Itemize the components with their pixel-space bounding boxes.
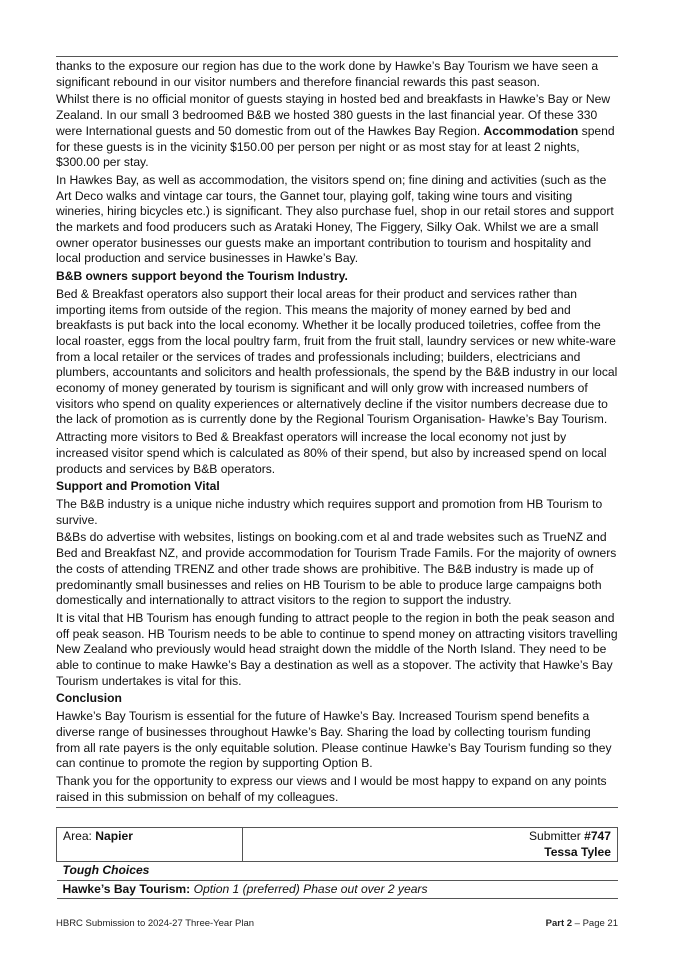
section-heading: Conclusion bbox=[56, 691, 122, 706]
paragraph: Hawke’s Bay Tourism is essential for the future of Hawke’s Bay. Increased Tourism spend benefits a diverse range of businesses throughout Hawke’s Bay. Sharing the load by collecting tourism funding from all rate payers is the only equitable solution. Please continue Hawke’s Bay Tourism funding so they can continue to promote the region by supporting Option B. bbox=[56, 709, 612, 771]
section-heading: Support and Promotion Vital bbox=[56, 479, 220, 494]
paragraph-text: Whilst there is no official monitor of guests staying in hosted bed and breakfasts in Hawke’s Bay or New Zealand. In our small 3 bedroomed B&B we hosted 380 guests in the last financial year. Of these 330 were International guests and 50 domestic from out of the Hawkes Bay Region. bbox=[56, 92, 611, 138]
footer-page-number bbox=[546, 918, 618, 930]
document-page bbox=[56, 56, 618, 808]
section-row bbox=[57, 862, 618, 881]
paragraph: Bed & Breakfast operators also support their local areas for their product and services rather than importing items from outside of the region. This means the majority of money earned by bed and breakfasts is put back into the local economy. Whether it be locally produced toiletries, coffee from the local roaster, eggs from the local poultry farm, fruit from the fruit stall, laundry services or new white-ware from a local retailer or the services of trades and professionals including; builders, electricians and plumbers, accountants and solicitors and health professionals, the spend by the B&B industry in our local economy of money generated by tourism is significant and will only grow with increased numbers of visitors who spend on quality experiences or alternatively decline if the visitor numbers decrease due to the lack of promotion as is currently done by the Regional Tourism Organisation- Hawke’s Bay Tourism. bbox=[56, 286, 618, 427]
paragraph: Thank you for the opportunity to express our views and I would be most happy to expand on any points raised in this submission on behalf of my colleagues. bbox=[56, 773, 607, 804]
topic-label: Hawke’s Bay Tourism: bbox=[62, 881, 191, 896]
paragraph: thanks to the exposure our region has due to the work done by Hawke’s Bay Tourism we have seen a significant rebound in our visitor numbers and therefore financial rewards this past season. bbox=[56, 59, 599, 89]
paragraph: B&Bs do advertise with websites, listings on booking.com et al and trade websites such as TrueNZ and Bed and Breakfast NZ, and provide accommodation for Tourism Trade Famils. For the majority of owners the costs of attending TRENZ and other trade shows are prohibitive. The B&B industry is made up of predominantly small businesses and relies on HB Tourism to be able to produce large campaigns both domestically and internationally to attract visitors to the region to support the industry. bbox=[56, 530, 617, 608]
footer-page: – Page 21 bbox=[572, 918, 618, 929]
footer-part: Part 2 bbox=[545, 918, 573, 929]
submission-header-table bbox=[56, 827, 618, 899]
submitter-row bbox=[57, 828, 618, 862]
paragraph: The B&B industry is a unique niche industry which requires support and promotion from HB Tourism to survive. bbox=[56, 496, 603, 527]
submission-body-text bbox=[56, 59, 618, 805]
footer-document-title: HBRC Submission to 2024-27 Three-Year Plan bbox=[56, 918, 255, 929]
submitter-number-line bbox=[249, 829, 611, 845]
section-title: Tough Choices bbox=[62, 863, 150, 877]
paragraph bbox=[56, 92, 618, 171]
top-rule bbox=[56, 56, 618, 57]
submitter-number: #747 bbox=[584, 829, 611, 843]
section-cell bbox=[57, 862, 618, 881]
bottom-rule bbox=[56, 807, 618, 808]
topic-cell bbox=[57, 880, 618, 899]
paragraph: It is vital that HB Tourism has enough funding to attract people to the region in both the peak season and off peak season. HB Tourism needs to be able to continue to spend money on attracting visitors travelling New Zealand who previously would head straight down the middle of the North Island. They need to be able to continue to make Hawke’s Bay a destination as well as a stopover. The activity that Hawke’s Bay Tourism undertakes is vital for this. bbox=[56, 610, 618, 688]
area-label: Area: bbox=[63, 829, 96, 843]
paragraph: In Hawkes Bay, as well as accommodation, the visitors spend on; fine dining and activities (such as the Art Deco walks and vintage car tours, the Gannet tour, playing golf, taking wine tours and visiting wineries, hiring bicycles etc.) is significant. They also purchase fuel, shop in our retail stores and support the markets and food producers such as Arataki Honey, The Figgery, Silky Oak. Whilst we are a small owner operator businesses our guests make an important contribution to tourism and hospitality and local production and service businesses in Hawke’s Bay. bbox=[56, 172, 614, 266]
topic-row bbox=[57, 880, 618, 899]
section-heading: B&B owners support beyond the Tourism Industry. bbox=[56, 269, 348, 284]
topic-value: Option 1 (preferred) Phase out over 2 years bbox=[190, 881, 428, 896]
submitter-name: Tessa Tylee bbox=[544, 844, 611, 859]
paragraph-text: spend for these guests is in the vicinity $150.00 per person per night or as most stay for at least 2 nights, $300.00 per stay. bbox=[56, 123, 615, 170]
submitter-cell bbox=[243, 828, 618, 862]
area-cell bbox=[57, 828, 243, 862]
area-value: Napier bbox=[95, 829, 133, 843]
bold-term: Accommodation bbox=[483, 123, 579, 138]
paragraph: Attracting more visitors to Bed & Breakfast operators will increase the local economy not just by increased visitor spend which is calculated as 80% of their spend, but also by increased spend on local products and services by B&B operators. bbox=[56, 430, 607, 476]
submitter-label: Submitter bbox=[528, 829, 585, 843]
